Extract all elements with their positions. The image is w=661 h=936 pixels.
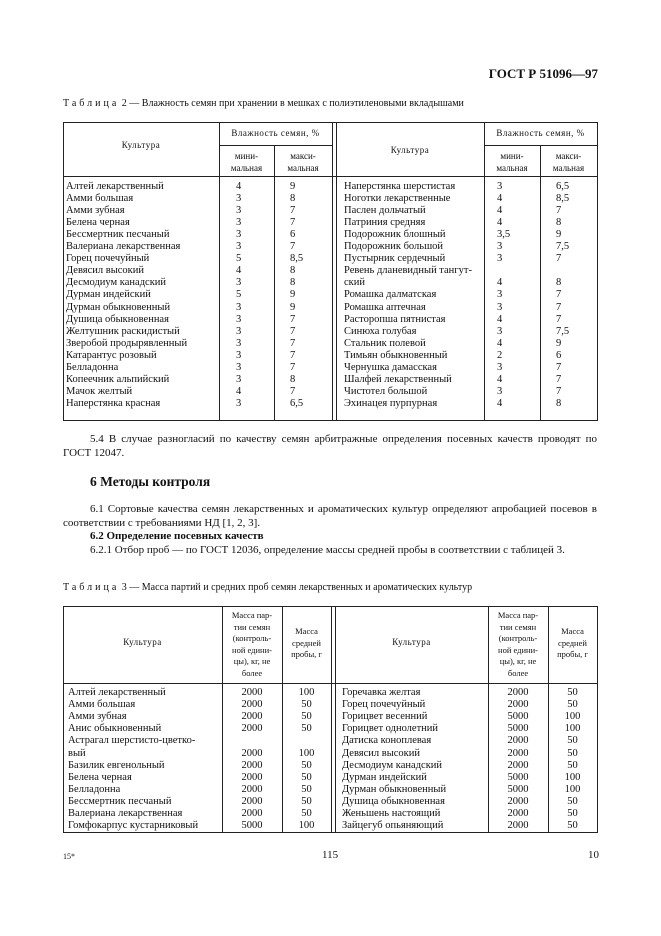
table3-right-cell-sample-mass: 50 [567,687,578,698]
table2-left-cell-min: 3 [236,397,242,409]
table3-left-cell-culture: Алтей лекарственный [68,687,166,698]
table3-right-cell-sample-mass: 100 [564,711,581,723]
table2-right-cell-culture: Паслен дольчатый [344,205,426,217]
table3-right-cell-culture: Десмодиум канадский [342,759,443,771]
table3-right-cell-lot-mass: 5000 [507,771,529,783]
table3-right-cell-culture: Зайцегуб опьяняющий [342,820,444,832]
table2-left-cell-culture: Мачок желтый [66,385,133,397]
table2-right-cell-min: 3 [497,325,503,337]
table3-right-cell-lot-mass: 5000 [507,783,529,795]
table3-right-cell-lot-mass: 2000 [507,699,529,711]
table3-left-cell-sample-mass: 50 [301,795,312,807]
table2-right-cell-max: 7 [556,289,562,301]
table3-left-cell-lot-mass: 2000 [241,783,263,795]
table2-left-cell-culture: Амми большая [66,193,134,205]
table2-left-cell-culture: Десмодиум канадский [66,277,167,289]
table2-left-cell-min: 3 [236,193,242,205]
table2-left-cell-min: 3 [236,301,242,313]
table2-right-cell-max: 7 [556,313,562,325]
table2-left-cell-max: 6 [290,229,296,241]
table3-right-cell-sample-mass: 50 [567,820,578,832]
table3-left-cell-culture: вый [68,747,86,759]
table2-right-cell-min: 4 [497,313,503,325]
table2-right-cell-min: 4 [497,205,503,217]
footer-left-mark: 15* [63,852,75,861]
table2-right-cell-min: 3 [497,241,503,253]
table3-right-cell-culture: Женьшень настоящий [342,808,441,819]
table3-right-cell-sample-mass: 100 [564,771,581,783]
table3-right-cell-lot-mass: 2000 [507,747,529,759]
table3-left-cell-culture: Анис обыкновенный [68,723,162,735]
table3-left-cell-culture: Амми зубная [68,711,127,723]
table2-right-cell-max: 7 [556,205,562,217]
table2-left-cell-max: 7 [290,385,296,397]
table2-left-cell-culture: Катарантус розовый [66,349,157,361]
table2-left-cell-culture: Желтушник раскидистый [66,325,180,337]
table3-header-lot-left: Масса пар- тии семян (контроль- ной едини- цы), кг, не более [231,610,273,678]
table2-right-cell-culture: Синюха голубая [344,325,417,337]
table3-header-sample-left: Масса средней пробы, г [291,626,322,659]
table2-left-cell-max: 7 [290,349,296,361]
table3-left-cell-sample-mass: 100 [298,687,315,698]
table3-left-cell-lot-mass: 2000 [241,759,263,771]
table2-left-cell-culture: Зверобой продырявленный [66,337,188,349]
table2-right-cell-max: 7,5 [556,325,570,337]
table2-left-cell-max: 8 [290,277,296,289]
table2-left-cell-culture: Белладонна [66,361,119,373]
table2-header-moisture-right: Влажность семян, % [496,128,585,138]
table2-left-cell-max: 7 [290,361,296,373]
section-6-title: 6 Методы контроля [90,474,211,489]
table2-left-cell-culture: Наперстянка красная [66,397,161,409]
table2-right-cell-min: 3 [497,181,503,192]
table2-right-cell-min: 4 [497,373,503,385]
table2-left-cell-min: 3 [236,325,242,337]
table2-right-cell-culture: Ноготки лекарственные [344,193,451,205]
table3-left-cell-sample-mass: 100 [298,820,315,832]
table2-right-cell-min: 3 [497,289,503,301]
footer-right-number: 10 [588,849,599,861]
table3-right-cell-lot-mass: 5000 [507,711,529,723]
table3-left-cell-sample-mass: 100 [298,747,315,759]
table2-left-cell-min: 3 [236,205,242,217]
table3-right-cell-sample-mass: 50 [567,747,578,759]
table2-left-cell-max: 9 [290,181,296,192]
table3-right-cell-sample-mass: 50 [567,808,578,819]
table3-left-cell-sample-mass: 50 [301,723,312,735]
table2-right-cell-min: 4 [497,397,503,409]
table2-right-cell-culture: ский [344,277,365,289]
table2-header-min-left: мини- мальная [230,151,263,173]
table2-right-cell-min: 4 [497,337,503,349]
table3-left-cell-culture: Бессмертник песчаный [68,795,172,807]
table2-left-cell-min: 3 [236,337,242,349]
table2-right-cell-min: 3 [497,361,503,373]
table2-right-cell-culture: Тимьян обыкновенный [344,349,448,361]
table2-right-cell-max: 9 [556,337,562,349]
table2-right-cell-culture: Пустырник сердечный [344,253,446,265]
table2-right-cell-min: 4 [497,193,503,205]
table2-left-cell-min: 3 [236,313,242,325]
table2-left-cell-min: 3 [236,241,242,253]
table2-right-cell-min: 3 [497,301,503,313]
table2-left-cell-culture: Копеечник альпийский [66,373,170,385]
table3-right-cell-lot-mass: 2000 [507,687,529,698]
table3-left-cell-sample-mass: 50 [301,759,312,771]
table3-right-cell-lot-mass: 2000 [507,820,529,832]
table2-right-cell-max: 8 [556,397,562,409]
table3-left-cell-culture: Белладонна [68,783,121,795]
table3-right-cell-lot-mass: 2000 [507,808,529,819]
table2-left-cell-max: 8 [290,265,296,277]
table2-right-cell-max: 8 [556,217,562,229]
table2-left-cell-max: 8 [290,373,296,385]
table3-right-cell-sample-mass: 100 [564,723,581,735]
table2-right-cell-culture: Подорожник большой [344,241,444,253]
table3-right-cell-sample-mass: 50 [567,759,578,771]
table2-right-cell-max: 8,5 [556,193,570,205]
table2-left-cell-max: 7 [290,217,296,229]
table2-left-cell-culture: Алтей лекарственный [66,181,164,192]
table2-left-cell-culture: Амми зубная [66,205,125,217]
table3-left-cell-lot-mass: 2000 [241,699,263,711]
table2-header-max-right: макси- мальная [552,151,585,173]
table2-left-cell-culture: Валериана лекарственная [66,241,181,253]
table3-left-cell-culture: Астрагал шерстисто-цветко- [68,735,196,747]
table3-header-sample-right: Масса средней пробы, г [557,626,588,659]
table2-left-cell-culture: Девясил высокий [66,265,145,277]
table3-right-cell-lot-mass: 2000 [507,795,529,807]
table2-header-max-left: макси- мальная [287,151,319,173]
table2-right-cell-max: 9 [556,229,562,241]
table3-right-cell-sample-mass: 50 [567,735,578,747]
table2-left-cell-max: 6,5 [290,397,304,409]
table2-header-culture-left: Культура [121,140,161,150]
table3-right-cell-culture: Дурман индейский [342,771,427,783]
table2-left-cell-max: 9 [290,289,296,301]
table3-left-cell-lot-mass: 2000 [241,771,263,783]
table2-right-cell-min: 3 [497,385,503,397]
table3-caption-text: 3 — Масса партий и средних проб семян лекарственных и ароматических культур [121,582,473,593]
table2-right-cell-culture: Эхинацея пурпурная [344,397,438,409]
table2-left-cell-culture: Белена черная [66,217,130,229]
table2-right-cell-culture: Ревень дланевидный тангут- [344,265,472,277]
table2-right-cell-max: 7 [556,373,562,385]
table2-left-cell-min: 5 [236,253,242,265]
table2-right-cell-culture: Подорожник блошный [344,229,446,241]
table2-left-cell-max: 7 [290,205,296,217]
table3-left-cell-culture: Валериана лекарственная [68,808,183,819]
table2-right-cell-culture: Шалфей лекарственный [344,373,452,385]
table2-right-cell-culture: Наперстянка шерстистая [344,181,456,192]
table2-right-cell-max: 6,5 [556,181,570,192]
table3-right-cell-culture: Горечавка желтая [342,687,421,698]
table2-left-cell-culture: Душица обыкновенная [66,313,169,325]
table3-right-cell-sample-mass: 50 [567,699,578,711]
table3-header-culture-right: Культура [392,637,431,647]
table2-right-cell-min: 2 [497,349,503,361]
table3-left-cell-lot-mass: 2000 [241,747,263,759]
table3-left-cell-sample-mass: 50 [301,783,312,795]
table2-right-cell-min: 4 [497,217,503,229]
table3-left-cell-sample-mass: 50 [301,699,312,711]
table2-left-cell-min: 4 [236,265,242,277]
table2-left-cell-max: 7 [290,325,296,337]
table2-left-cell-max: 7 [290,337,296,349]
table3-left-cell-lot-mass: 2000 [241,795,263,807]
table2-right-cell-min: 3 [497,253,503,265]
table2-left-cell-min: 3 [236,217,242,229]
table3-left-cell-lot-mass: 2000 [241,687,263,698]
table2-left-cell-max: 8,5 [290,253,304,265]
table3-right-cell-culture: Горец почечуйный [342,699,426,711]
table3-left-cell-sample-mass: 50 [301,711,312,723]
page-number: 115 [322,849,339,861]
table3-left-cell-culture: Гомфокарпус кустарниковый [68,820,199,832]
table2-right-cell-max: 7 [556,301,562,313]
table3-left-cell-lot-mass: 2000 [241,808,263,819]
table2-right-cell-max: 6 [556,349,562,361]
table2-right-cell-culture: Ромашка далматская [344,289,437,301]
table3-left-cell-sample-mass: 50 [301,808,312,819]
table3-right-cell-culture: Датиска коноплевая [342,735,432,747]
table2-left-cell-min: 5 [236,289,242,301]
table3-caption-word: Таблица [63,582,120,593]
table2-left-cell-min: 4 [236,181,242,192]
table2-right-cell-max: 7 [556,385,562,397]
table3-right-cell-culture: Горицвет однолетний [342,723,439,735]
table3-left-cell-culture: Базилик евгенольный [68,759,165,771]
table2-left-cell-culture: Горец почечуйный [66,253,150,265]
table2-right-cell-min: 3,5 [497,229,511,241]
table2-right-cell-min: 4 [497,277,503,289]
table2-right-cell-culture: Стальник полевой [344,337,426,349]
table3-right-cell-lot-mass: 5000 [507,723,529,735]
subsection-6-2-title: 6.2 Определение посевных качеств [90,530,264,542]
table2-right-cell-max: 7 [556,253,562,265]
table3-left-cell-lot-mass: 2000 [241,723,263,735]
table2-left-cell-min: 4 [236,385,242,397]
paragraph-6-1: 6.1 Сортовые качества семян лекарственных и ароматических культур определяют апробацией посевов в соответствии с требованиями НД [1, 2, 3]. [63,503,597,529]
table2-left-cell-min: 3 [236,349,242,361]
document-code: ГОСТ Р 51096—97 [488,66,598,81]
table3-right-cell-culture: Девясил высокий [342,747,421,759]
table3-right-cell-sample-mass: 50 [567,795,578,807]
table2-right-cell-culture: Ромашка аптечная [344,301,426,313]
table3-left-cell-culture: Амми большая [68,699,136,711]
table2-right-cell-culture: Чернушка дамасская [344,361,437,373]
table2-left-cell-culture: Бессмертник песчаный [66,229,170,241]
table2-left-cell-min: 3 [236,277,242,289]
table2-right-cell-max: 7 [556,361,562,373]
table2-right-cell-culture: Расторопша пятнистая [344,313,446,325]
table2-right-cell-culture: Патриния средняя [344,217,426,229]
table2-right-cell-max: 8 [556,277,562,289]
table2-left-cell-max: 8 [290,193,296,205]
table2-left-cell-min: 3 [236,229,242,241]
table2-left-cell-min: 3 [236,373,242,385]
table2-right-cell-max: 7,5 [556,241,570,253]
table2-header-min-right: мини- мальная [496,151,528,173]
table3-left-cell-culture: Белена черная [68,771,132,783]
table2-left-cell-max: 9 [290,301,296,313]
paragraph-6-2-1: 6.2.1 Отбор проб — по ГОСТ 12036, определение массы средней пробы в соответствии с таблицей 3. [90,544,565,556]
paragraph-5-4: 5.4 В случае разногласий по качеству семян арбитражные определения посевных качеств проводят по ГОСТ 12047. [63,433,597,459]
table3-header-culture-left: Культура [123,637,162,647]
table3-left-cell-lot-mass: 5000 [241,820,263,832]
table3-left-cell-sample-mass: 50 [301,771,312,783]
table3-right-cell-lot-mass: 2000 [507,735,529,747]
table3-caption [63,582,472,593]
table2-left-cell-min: 3 [236,361,242,373]
table2-caption-text: 2 — Влажность семян при хранении в мешках с полиэтиленовыми вкладышами [121,98,464,109]
table2-left-cell-culture: Дурман индейский [66,289,151,301]
table2-left-cell-max: 7 [290,313,296,325]
table3-left-cell-lot-mass: 2000 [241,711,263,723]
table2-header-moisture-left: Влажность семян, % [231,128,320,138]
table3-right-cell-culture: Душица обыкновенная [342,795,445,807]
table2-right-cell-culture: Чистотел большой [344,385,428,397]
table3-right-cell-sample-mass: 100 [564,783,581,795]
table2-left-cell-max: 7 [290,241,296,253]
table2-caption-word: Таблица [63,98,120,109]
table3-right-cell-culture: Дурман обыкновенный [342,783,447,795]
table3-right-cell-culture: Горицвет весенний [342,711,428,723]
table2-header-culture-right: Культура [390,145,430,155]
table2-left-cell-culture: Дурман обыкновенный [66,301,171,313]
table3-right-cell-lot-mass: 2000 [507,759,529,771]
table3-header-lot-right: Масса пар- тии семян (контроль- ной едини- цы), кг, не более [497,610,539,678]
